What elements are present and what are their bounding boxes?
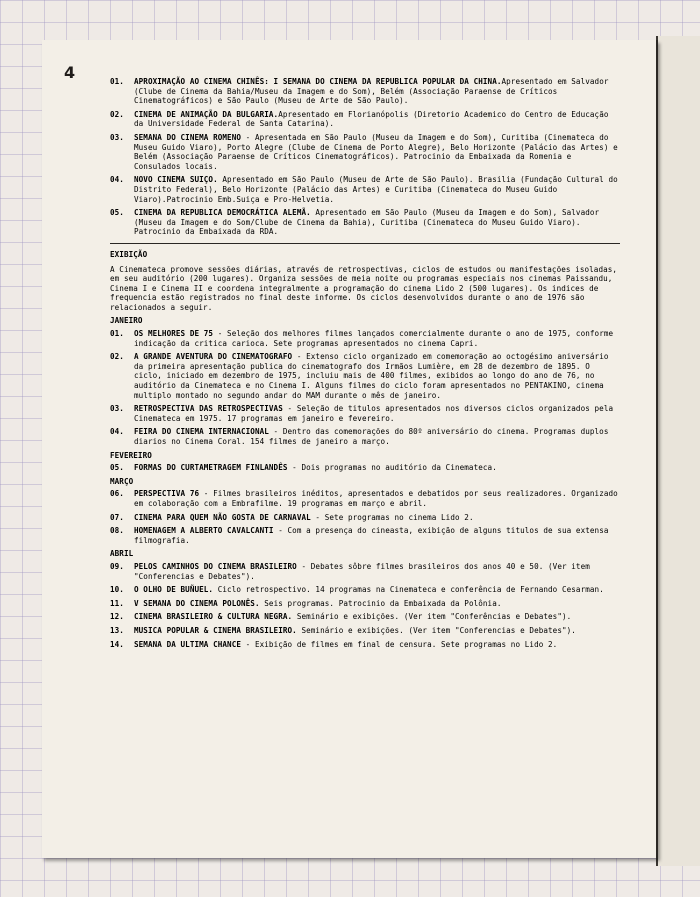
list-item <box>110 513 620 523</box>
item-text <box>134 640 620 650</box>
item-text <box>134 329 620 348</box>
list-item <box>110 626 620 636</box>
item-number: 09. <box>110 561 124 571</box>
section-divider <box>110 243 620 244</box>
item-title: OS MELHORES DE 75 <box>134 329 214 339</box>
list-item <box>110 463 620 473</box>
item-text <box>134 513 620 523</box>
item-number: 06. <box>110 489 124 499</box>
item-text <box>134 110 620 129</box>
item-text <box>134 352 620 400</box>
month-heading: FEVEREIRO <box>110 450 152 460</box>
list-item <box>110 612 620 622</box>
item-number: 01. <box>110 77 124 86</box>
item-number: 01. <box>110 329 124 339</box>
item-description: - Filmes brasileiros inéditos, apresentados e debatidos por seus realizadores. Organizado em colaboração com a Embrafilme. 19 programas em março e abril. <box>134 489 618 508</box>
item-text <box>134 585 620 595</box>
item-description: - Dentro das comemorações do 80º aniversário do cinema. Programas duplos diarios no Cinema Coral. 154 filmes de janeiro a março. <box>134 427 609 446</box>
item-number: 04. <box>110 427 124 437</box>
item-text <box>134 599 620 609</box>
item-title: CINEMA BRASILEIRO & CULTURA NEGRA. <box>134 612 293 622</box>
item-title: SEMANA DA ULTIMA CHANCE <box>134 639 241 649</box>
list-item <box>110 404 620 423</box>
list-item <box>110 329 620 348</box>
list-item <box>110 489 620 508</box>
item-title: A GRANDE AVENTURA DO CINEMATOGRAFO <box>134 352 293 362</box>
item-number: 08. <box>110 526 124 536</box>
exhibition-months <box>110 316 620 649</box>
item-number: 10. <box>110 585 124 595</box>
item-text <box>134 175 620 204</box>
item-title: CINEMA PARA QUEM NÃO GOSTA DE CARNAVAL <box>134 512 311 522</box>
item-text <box>134 526 620 545</box>
item-description: - Debates sôbre filmes brasileiros dos anos 40 e 50. (Ver item "Conferencias e Debates"). <box>134 561 590 581</box>
item-title: V SEMANA DO CINEMA POLONÊS. <box>134 598 260 608</box>
page-content <box>110 77 620 653</box>
exhibition-intro: A Cinemateca promove sessões diárias, através de retrospectivas, ciclos de estudos ou manifestações isoladas, em seu auditório (200 lugares). Organiza sessões de meia noite ou programas especiais nos cinemas Paissandu, Cinema I e Cinema II e coordena integralmente a programação do cinema Lido 2 (500 lugares). Os indices de frequencia estão registrados no final deste informe. Os ciclos desenvolvidos durante o ano de 1976 são relacionados a seguir. <box>110 264 618 312</box>
item-text <box>134 562 620 581</box>
item-text <box>134 489 620 508</box>
item-description: - Seleção de titulos apresentados nos diversos ciclos organizados pela Cinemateca em 1975. 17 programas em janeiro e fevereiro. <box>134 404 614 423</box>
item-title: CINEMA DA REPUBLICA DEMOCRÁTICA ALEMÃ. <box>134 208 311 218</box>
item-number: 04. <box>110 175 124 185</box>
item-title: HOMENAGEM A ALBERTO CAVALCANTI <box>134 526 274 536</box>
item-description: - Apresentada em São Paulo (Museu da Imagem e do Som), Curitiba (Cinemateca do Museu Guido Viaro), Porto Alegre (Clube de Cinema de Porto Alegre), Belo Horizonte (Palácio das Artes) e Belém (Associação Paraense de Críticos Cinematográficos). Patrocinio da Embaixada da Romenia e Consulados locais. <box>134 132 618 171</box>
item-title: SEMANA DO CINEMA ROMENO <box>134 132 241 142</box>
list-item <box>110 526 620 545</box>
page-number: 4 <box>64 63 76 82</box>
item-description: Apresentado em Salvador (Clube de Cinema da Bahia/Museu da Imagem e do Som), Belém (Associação Paraense de Críticos Cinematográficos) e São Paulo (Museu de Arte de São Paulo). <box>134 77 609 106</box>
item-text <box>134 133 620 171</box>
item-description: Apresentado em São Paulo (Museu da Imagem e do Som), Salvador (Museu da Imagem e do Som/Clube de Cinema da Bahia), Curitiba (Cinemateca do Museu Guido Viaro). Patrocinio da Embaixada da RDA. <box>134 208 600 237</box>
list-item <box>110 562 620 581</box>
item-text <box>134 612 620 622</box>
item-title: NOVO CINEMA SUIÇO. <box>134 175 218 185</box>
item-title: CINEMA DE ANIMAÇÃO DA BULGARIA. <box>134 109 279 119</box>
item-number: 03. <box>110 132 124 142</box>
item-title: MUSICA POPULAR & CINEMA BRASILEIRO. <box>134 625 297 635</box>
list-item <box>110 352 620 400</box>
list-item <box>110 599 620 609</box>
item-number: 12. <box>110 612 124 622</box>
item-number: 02. <box>110 109 124 119</box>
item-description: Apresentado em São Paulo (Museu de Arte de São Paulo). Brasilia (Fundação Cultural do Distrito Federal), Belo Horizonte (Palácio das Artes) e Curitiba (Cinemateca do Museu Guido Viaro).Patrocinio Emb.Suiça e Pro-Helvetia. <box>134 175 618 204</box>
list-item <box>110 640 620 650</box>
item-description: - Extenso ciclo organizado em comemoração ao octogésimo aniversário da primeira apresentação publica do cinematografo dos Irmãos Lumière, em 28 de dezembro de 1895. O ciclo, iniciado em dezembro de 1975, incluiu mais de 400 filmes, exibidos ao longo do ano de 76, no auditório da Cinemateca e no Cinema I. Alguns filmes do ciclo foram apresentados no PENTAKINO, cinema multiplo montado no segundo andar do MAM durante o mês de janeiro. <box>134 352 609 400</box>
item-title: FEIRA DO CINEMA INTERNACIONAL <box>134 427 269 437</box>
item-title: O OLHO DE BUÑUEL. <box>134 585 214 595</box>
productions-list <box>110 77 620 237</box>
item-description: Seis programas. Patrocinio da Embaixada da Polônia. <box>259 598 502 608</box>
item-number: 05. <box>110 463 124 473</box>
list-item <box>110 110 620 129</box>
item-description: - Dois programas no auditório da Cinemateca. <box>287 463 497 473</box>
item-text <box>134 626 620 636</box>
item-text <box>134 463 620 473</box>
item-description: Ciclo retrospectivo. 14 programas na Cinemateca e conferência de Fernando Cesarman. <box>213 585 604 595</box>
item-description: - Exibição de filmes em final de censura. Sete programas no Lido 2. <box>241 639 558 649</box>
item-title: PERSPECTIVA 76 <box>134 489 200 499</box>
month-heading: JANEIRO <box>110 316 143 326</box>
list-item <box>110 208 620 237</box>
item-number: 05. <box>110 208 124 218</box>
item-number: 13. <box>110 625 124 635</box>
item-description: - Sete programas no cinema Lido 2. <box>310 512 474 522</box>
item-number: 14. <box>110 639 124 649</box>
item-text <box>134 404 620 423</box>
item-description: Seminário e exibições. (Ver item "Conferências e Debates"). <box>292 612 572 622</box>
list-item <box>110 77 620 106</box>
list-item <box>110 175 620 204</box>
list-item <box>110 427 620 446</box>
item-description: - Com a presença do cineasta, exibição de alguns titulos de sua extensa filmografia. <box>134 526 609 545</box>
item-title: FORMAS DO CURTAMETRAGEM FINLANDÊS <box>134 463 288 473</box>
list-item <box>110 585 620 595</box>
list-item <box>110 133 620 171</box>
item-description: - Seleção dos melhores filmes lançados comercialmente durante o ano de 1975, conforme indicação da critica carioca. Sete programas apresentados no cinema Capri. <box>134 329 614 348</box>
month-heading: ABRIL <box>110 549 134 559</box>
item-title: PELOS CAMINHOS DO CINEMA BRASILEIRO <box>134 561 297 571</box>
item-description: Apresentado em Florianópolis (Diretorio Academico do Centro de Educação da Universidade Federal de Santa Catarina). <box>134 109 609 129</box>
month-heading: MARÇO <box>110 476 134 486</box>
item-number: 03. <box>110 404 124 414</box>
item-number: 07. <box>110 512 124 522</box>
item-number: 11. <box>110 598 124 608</box>
item-description: Seminário e exibições. (Ver item "Conferencias e Debates"). <box>296 625 576 635</box>
item-text <box>134 77 620 106</box>
item-title: RETROSPECTIVA DAS RETROSPECTIVAS <box>134 404 283 414</box>
item-title: APROXIMAÇÃO AO CINEMA CHINÊS: I SEMANA DO CINEMA DA REPUBLICA POPULAR DA CHINA. <box>134 77 502 86</box>
item-number: 02. <box>110 352 124 362</box>
next-page-edge <box>656 36 700 866</box>
item-text <box>134 427 620 446</box>
section-heading-exhibition: EXIBIÇÃO <box>110 249 148 259</box>
item-text <box>134 208 620 237</box>
